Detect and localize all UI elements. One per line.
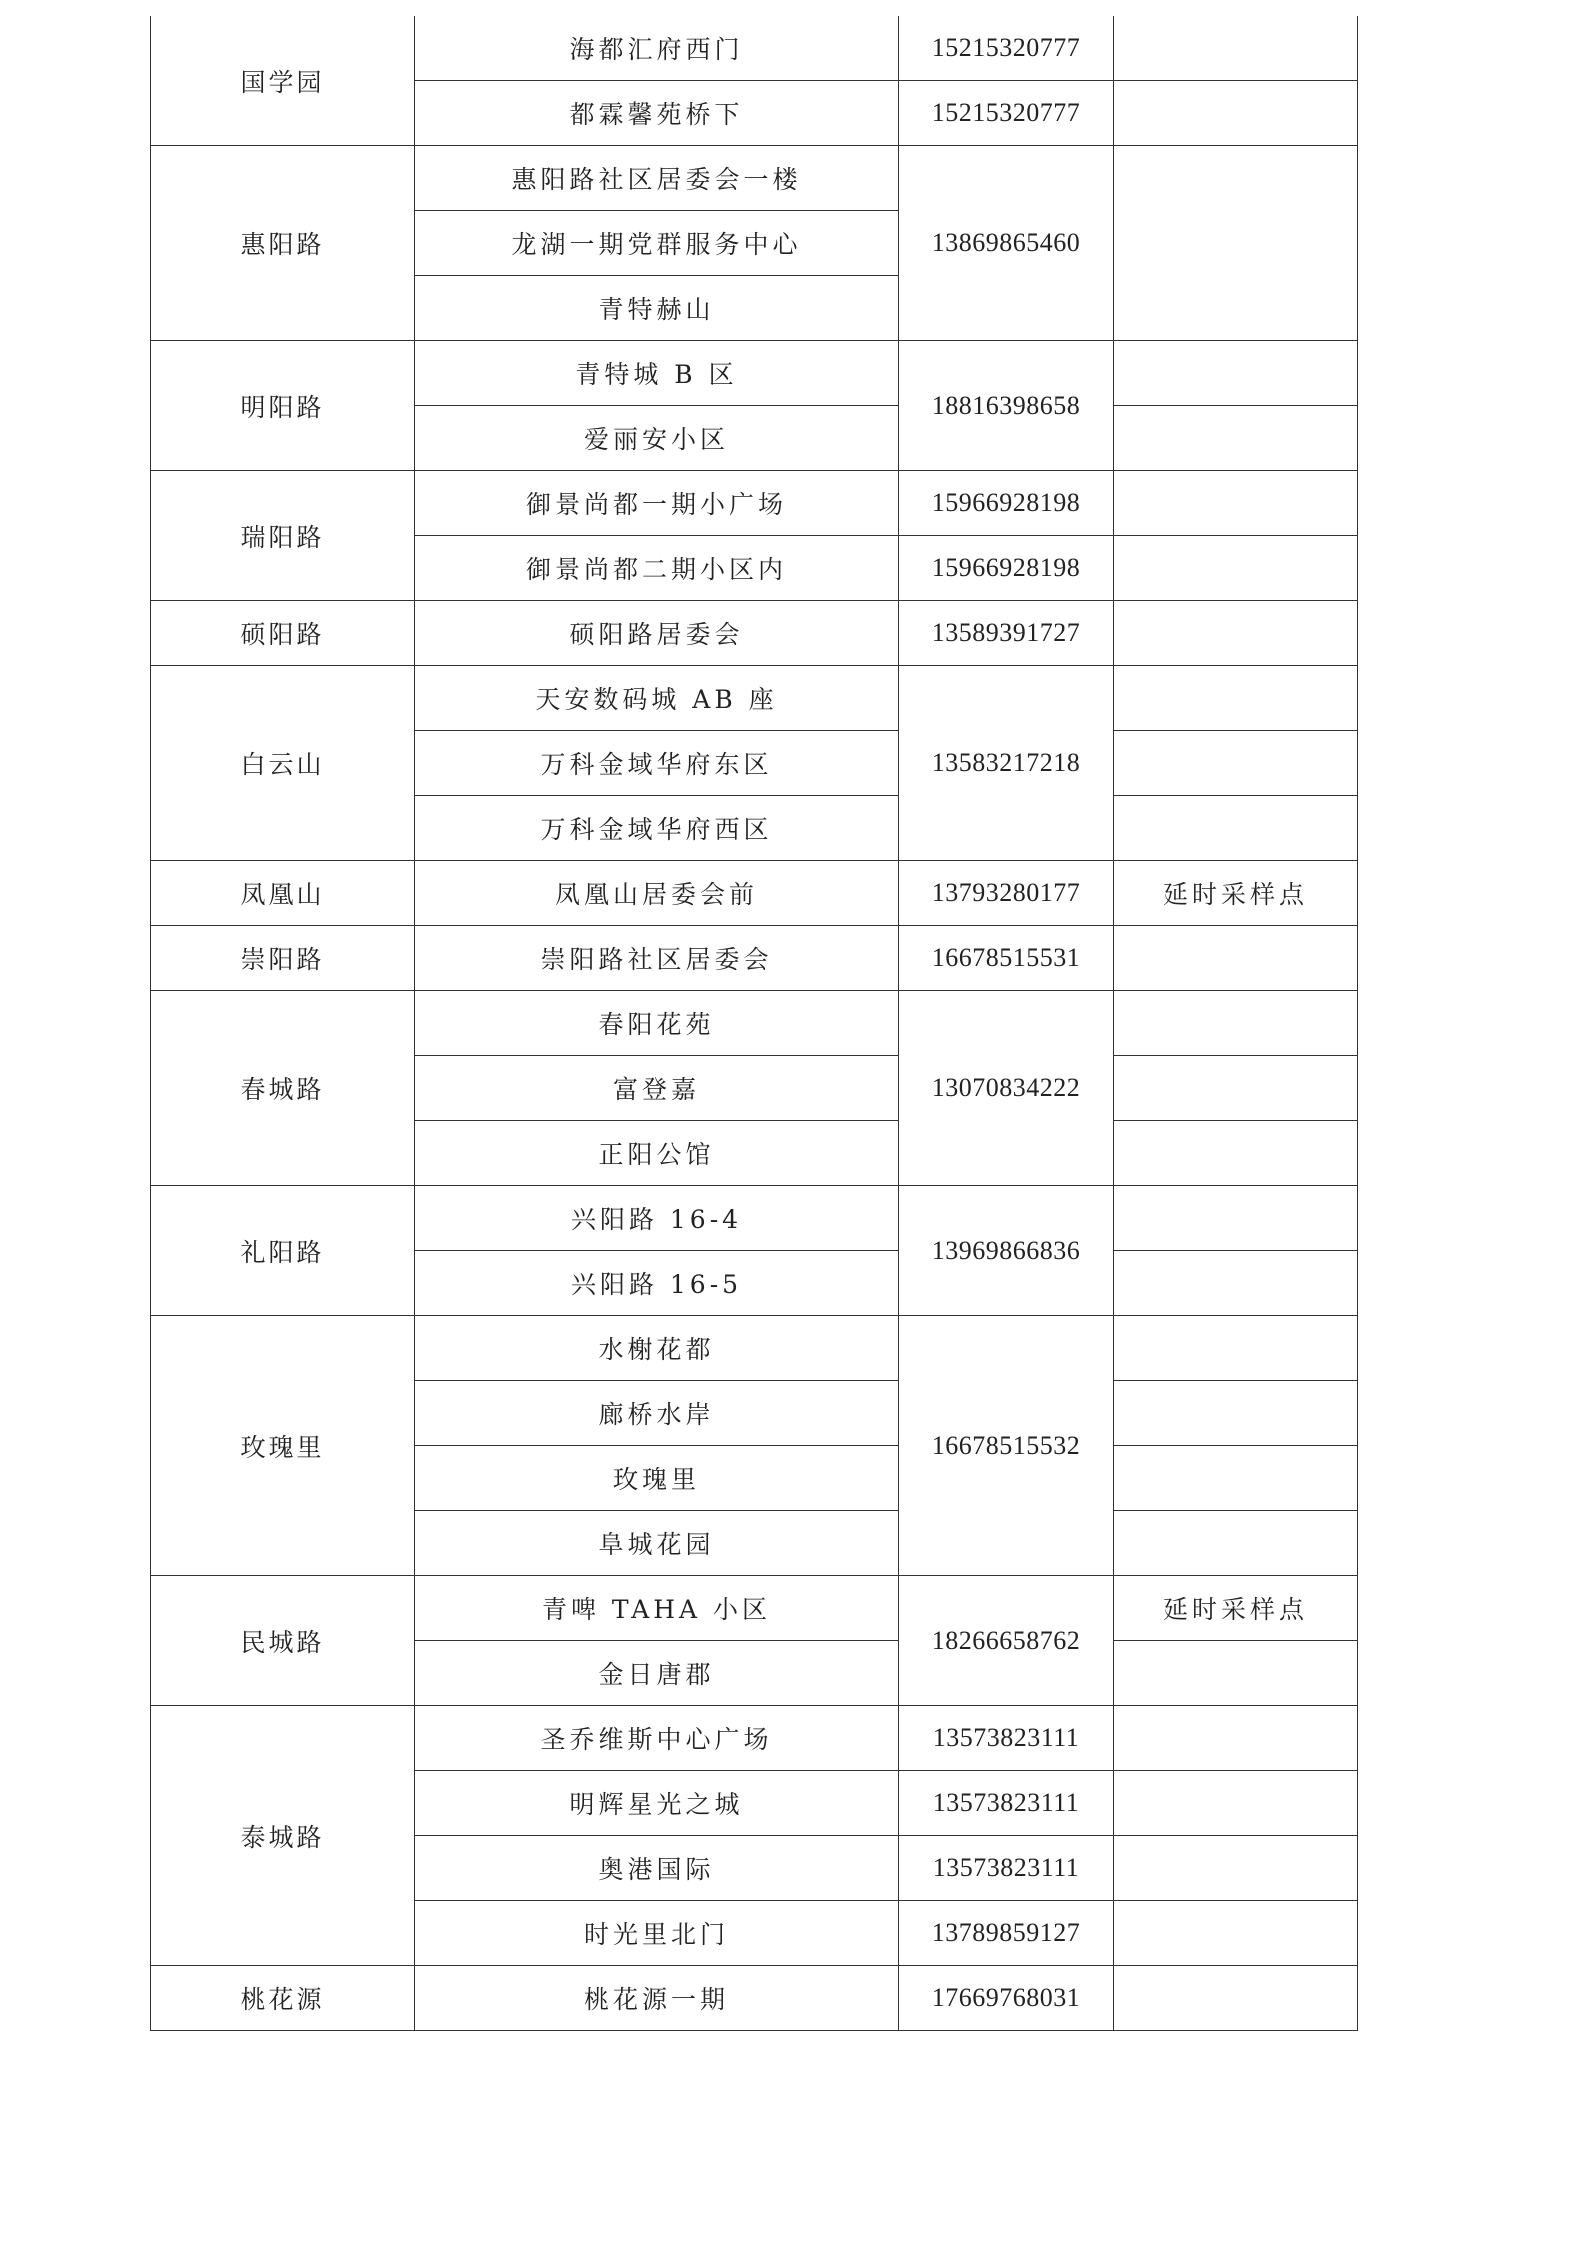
table-body	[151, 16, 1358, 2031]
site-cell: 阜城花园	[415, 1511, 899, 1576]
site-cell: 海都汇府西门	[415, 16, 899, 81]
site-cell: 天安数码城 AB 座	[415, 666, 899, 731]
note-cell	[1114, 926, 1358, 991]
site-cell: 金日唐郡	[415, 1641, 899, 1706]
note-cell	[1114, 341, 1358, 406]
table-row	[151, 601, 1358, 666]
site-cell: 兴阳路 16-5	[415, 1251, 899, 1316]
site-cell: 御景尚都二期小区内	[415, 536, 899, 601]
note-cell	[1114, 991, 1358, 1056]
site-cell: 爱丽安小区	[415, 406, 899, 471]
note-cell	[1114, 81, 1358, 146]
table-row	[151, 991, 1358, 1056]
site-cell: 正阳公馆	[415, 1121, 899, 1186]
community-cell: 凤凰山	[151, 861, 415, 926]
site-cell: 御景尚都一期小广场	[415, 471, 899, 536]
community-cell: 明阳路	[151, 341, 415, 471]
site-cell: 凤凰山居委会前	[415, 861, 899, 926]
note-cell	[1114, 1251, 1358, 1316]
note-cell	[1114, 1121, 1358, 1186]
phone-cell: 18816398658	[899, 341, 1114, 471]
phone-cell: 13789859127	[899, 1901, 1114, 1966]
table-row	[151, 1706, 1358, 1771]
community-cell: 崇阳路	[151, 926, 415, 991]
note-cell	[1114, 1381, 1358, 1446]
phone-cell: 13969866836	[899, 1186, 1114, 1316]
community-cell: 泰城路	[151, 1706, 415, 1966]
note-cell: 延时采样点	[1114, 1576, 1358, 1641]
note-cell	[1114, 666, 1358, 731]
site-cell: 万科金域华府东区	[415, 731, 899, 796]
note-cell	[1114, 536, 1358, 601]
site-cell: 富登嘉	[415, 1056, 899, 1121]
phone-cell: 13573823111	[899, 1771, 1114, 1836]
note-cell: 延时采样点	[1114, 861, 1358, 926]
note-cell	[1114, 1056, 1358, 1121]
site-cell: 青特赫山	[415, 276, 899, 341]
phone-cell: 17669768031	[899, 1966, 1114, 2031]
site-cell: 玫瑰里	[415, 1446, 899, 1511]
table-row	[151, 1316, 1358, 1381]
site-cell: 水榭花都	[415, 1316, 899, 1381]
note-cell	[1114, 1706, 1358, 1771]
note-cell	[1114, 1186, 1358, 1251]
phone-cell: 16678515531	[899, 926, 1114, 991]
note-cell	[1114, 1316, 1358, 1381]
note-cell	[1114, 601, 1358, 666]
site-cell: 兴阳路 16-4	[415, 1186, 899, 1251]
site-cell: 奥港国际	[415, 1836, 899, 1901]
site-cell: 龙湖一期党群服务中心	[415, 211, 899, 276]
site-cell: 廊桥水岸	[415, 1381, 899, 1446]
phone-cell: 15215320777	[899, 81, 1114, 146]
note-cell	[1114, 471, 1358, 536]
note-cell	[1114, 1771, 1358, 1836]
community-cell: 白云山	[151, 666, 415, 861]
phone-cell: 16678515532	[899, 1316, 1114, 1576]
site-cell: 都霖馨苑桥下	[415, 81, 899, 146]
phone-cell: 15966928198	[899, 471, 1114, 536]
note-cell	[1114, 1511, 1358, 1576]
note-cell	[1114, 146, 1358, 341]
table-row	[151, 16, 1358, 81]
note-cell	[1114, 1966, 1358, 2031]
note-cell	[1114, 16, 1358, 81]
table-row	[151, 471, 1358, 536]
table-row	[151, 1966, 1358, 2031]
note-cell	[1114, 1446, 1358, 1511]
table-row	[151, 341, 1358, 406]
community-cell: 民城路	[151, 1576, 415, 1706]
phone-cell: 13070834222	[899, 991, 1114, 1186]
community-cell: 国学园	[151, 16, 415, 146]
community-cell: 瑞阳路	[151, 471, 415, 601]
table-row	[151, 146, 1358, 211]
table-row	[151, 666, 1358, 731]
table-row	[151, 1576, 1358, 1641]
phone-cell: 13869865460	[899, 146, 1114, 341]
phone-cell: 15215320777	[899, 16, 1114, 81]
phone-cell: 13793280177	[899, 861, 1114, 926]
table-row	[151, 861, 1358, 926]
table-row	[151, 926, 1358, 991]
site-cell: 青特城 B 区	[415, 341, 899, 406]
site-cell: 惠阳路社区居委会一楼	[415, 146, 899, 211]
sampling-sites-table	[150, 16, 1358, 2031]
site-cell: 圣乔维斯中心广场	[415, 1706, 899, 1771]
community-cell: 礼阳路	[151, 1186, 415, 1316]
table-row	[151, 1186, 1358, 1251]
note-cell	[1114, 1641, 1358, 1706]
community-cell: 硕阳路	[151, 601, 415, 666]
note-cell	[1114, 1836, 1358, 1901]
phone-cell: 13589391727	[899, 601, 1114, 666]
community-cell: 桃花源	[151, 1966, 415, 2031]
site-cell: 春阳花苑	[415, 991, 899, 1056]
site-cell: 硕阳路居委会	[415, 601, 899, 666]
community-cell: 玫瑰里	[151, 1316, 415, 1576]
phone-cell: 15966928198	[899, 536, 1114, 601]
phone-cell: 18266658762	[899, 1576, 1114, 1706]
note-cell	[1114, 796, 1358, 861]
note-cell	[1114, 731, 1358, 796]
community-cell: 春城路	[151, 991, 415, 1186]
site-cell: 万科金域华府西区	[415, 796, 899, 861]
phone-cell: 13583217218	[899, 666, 1114, 861]
phone-cell: 13573823111	[899, 1836, 1114, 1901]
community-cell: 惠阳路	[151, 146, 415, 341]
note-cell	[1114, 1901, 1358, 1966]
site-cell: 崇阳路社区居委会	[415, 926, 899, 991]
site-cell: 明辉星光之城	[415, 1771, 899, 1836]
site-cell: 桃花源一期	[415, 1966, 899, 2031]
note-cell	[1114, 406, 1358, 471]
site-cell: 时光里北门	[415, 1901, 899, 1966]
site-cell: 青啤 TAHA 小区	[415, 1576, 899, 1641]
phone-cell: 13573823111	[899, 1706, 1114, 1771]
